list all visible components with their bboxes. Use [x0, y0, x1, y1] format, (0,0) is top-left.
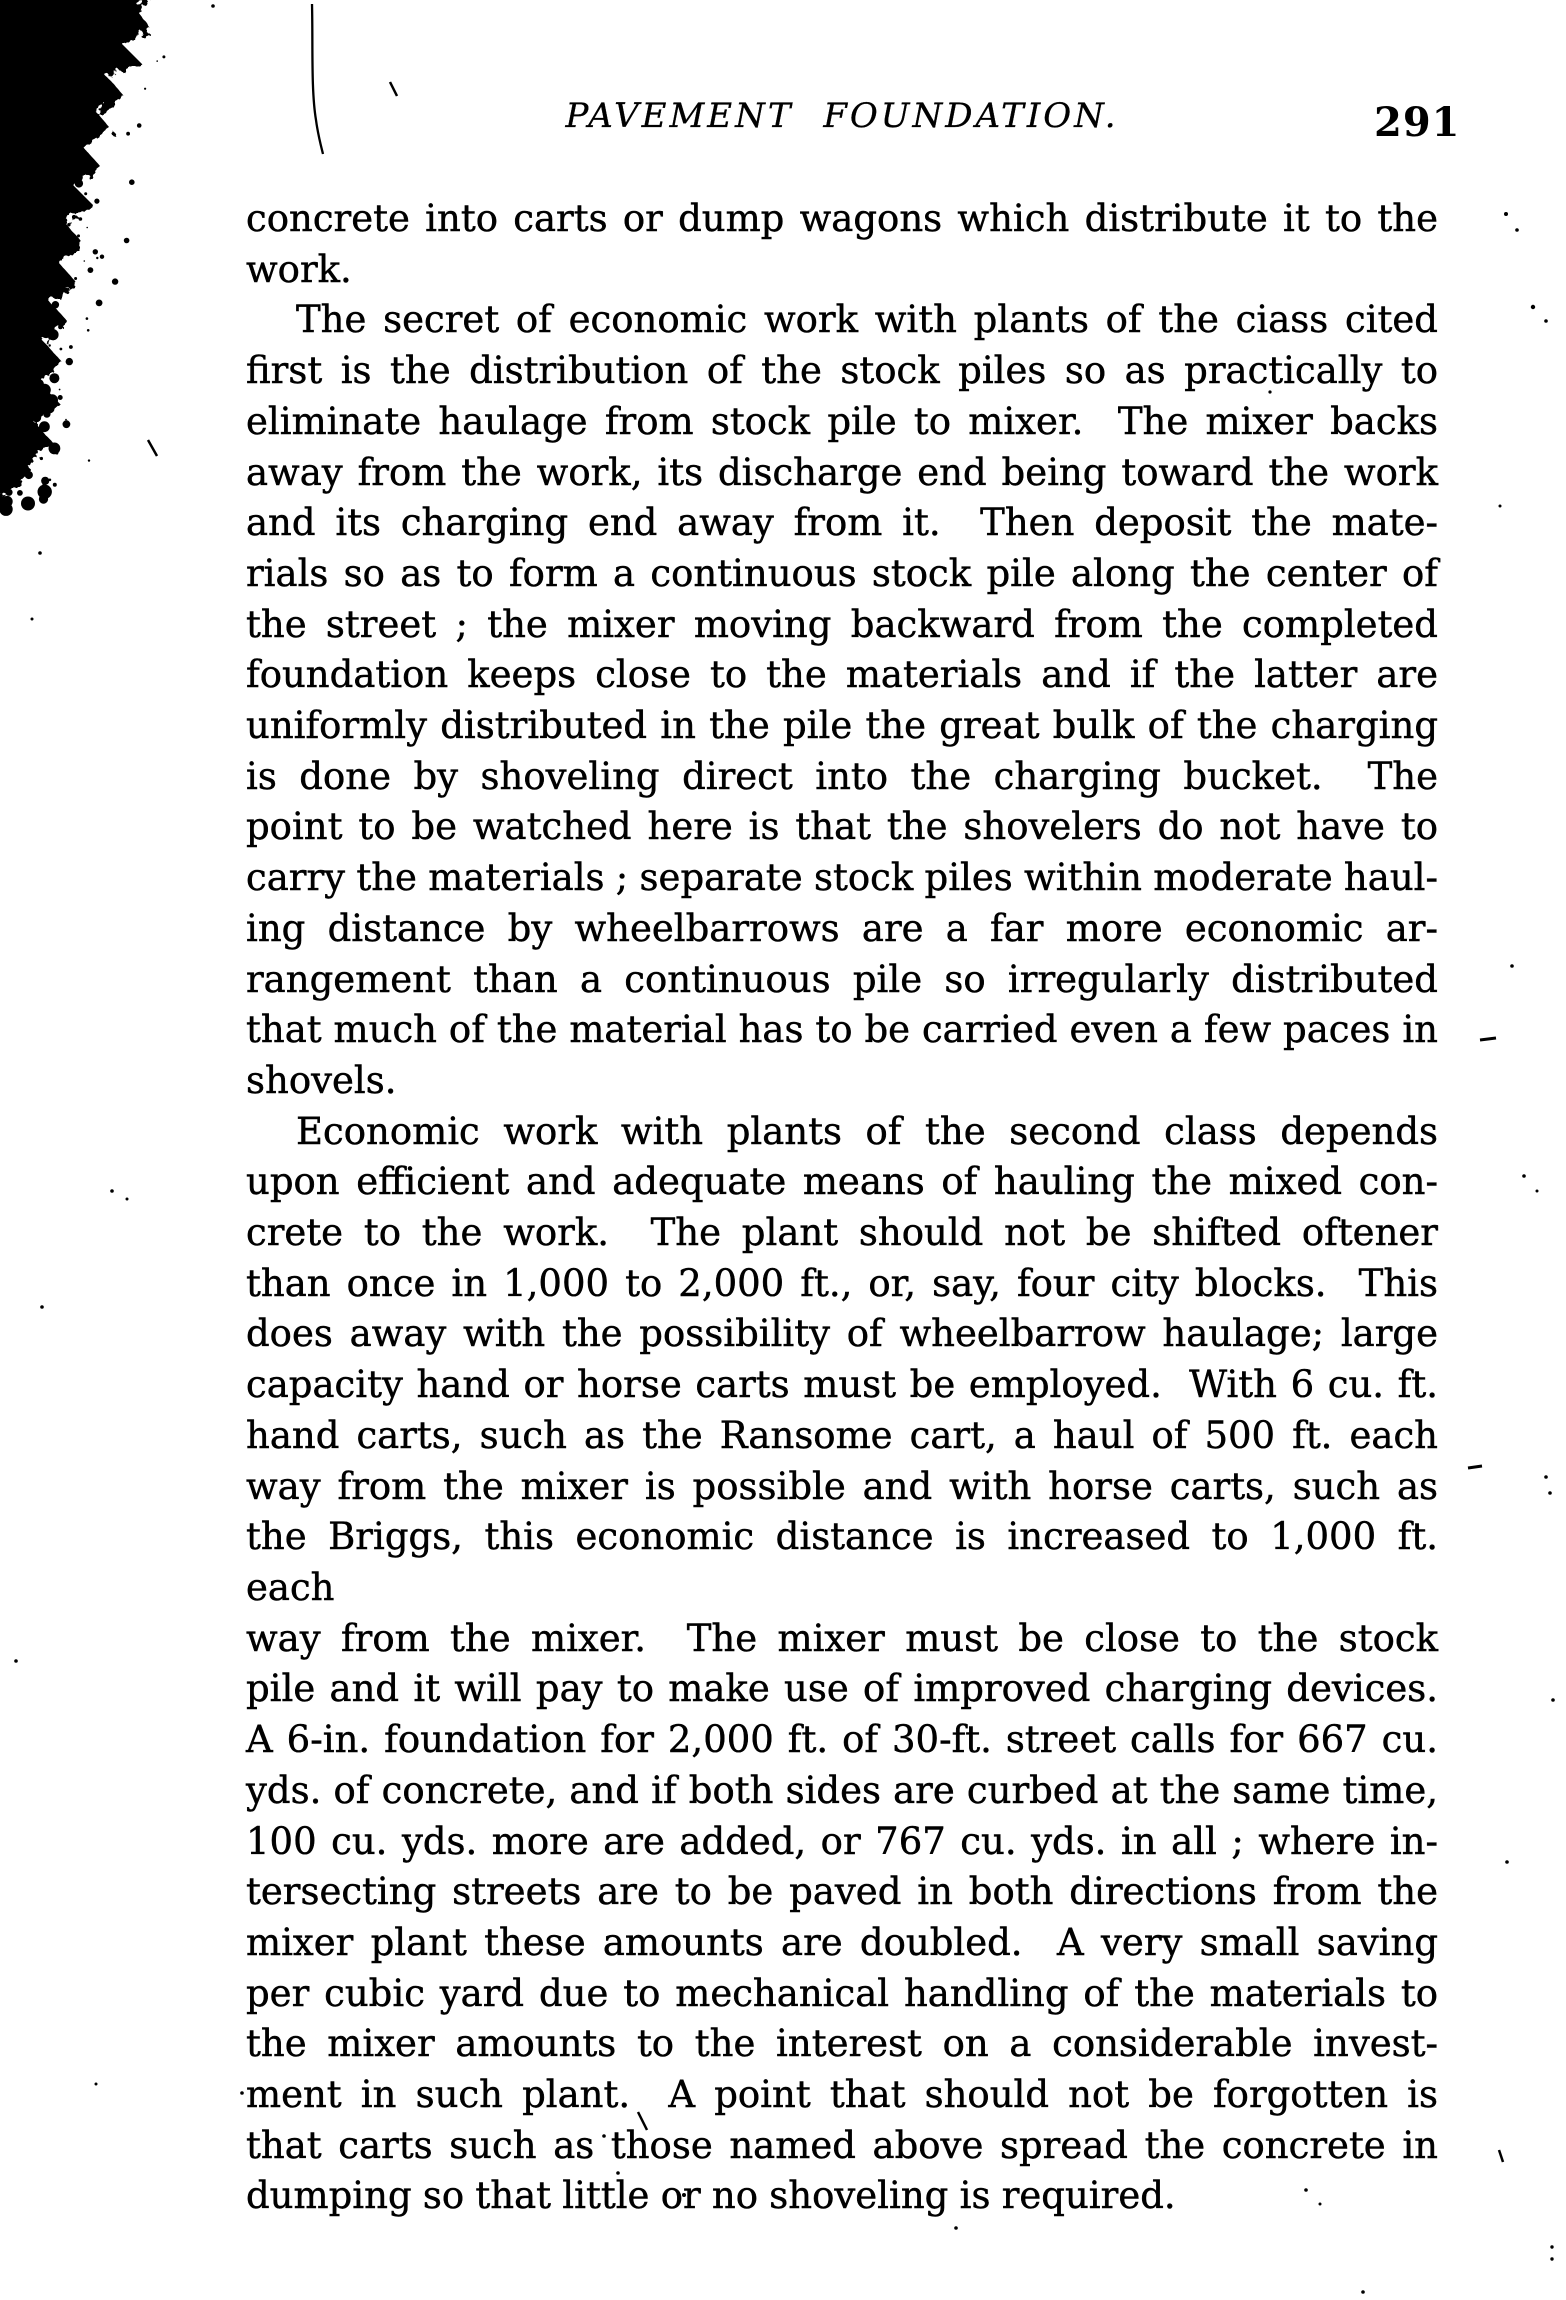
body-line: is done by shoveling direct into the charging bucket. The [246, 754, 1438, 798]
body-line: that carts such as those named above spread the concrete in [246, 2123, 1438, 2167]
body-line: point to be watched here is that the shovelers do not have to [246, 805, 1438, 849]
body-line: 100 cu. yds. more are added, or 767 cu. yds. in all ; where in- [246, 1819, 1438, 1863]
body-line: crete to the work. The plant should not be shifted oftener [246, 1211, 1438, 1255]
body-line: hand carts, such as the Ransome cart, a haul of 500 ft. each [246, 1413, 1438, 1457]
text-block [246, 194, 1438, 2222]
body-line: than once in 1,000 to 2,000 ft., or, say, four city blocks. This [246, 1261, 1438, 1305]
body-line: away from the work, its discharge end being toward the work [246, 450, 1438, 494]
body-line: does away with the possibility of wheelbarrow haulage; large [246, 1312, 1438, 1356]
body-line: uniformly distributed in the pile the great bulk of the charging [246, 704, 1438, 748]
body-line: concrete into carts or dump wagons which distribute it to the [246, 197, 1438, 240]
body-line: the street ; the mixer moving backward from the completed [246, 602, 1438, 646]
body-line: dumping so that little or no shoveling is required. [246, 2174, 1176, 2218]
body-line: A 6-in. foundation for 2,000 ft. of 30-ft. street calls for 667 cu. [246, 1718, 1438, 1762]
body-line: foundation keeps close to the materials and if the latter are [246, 653, 1438, 697]
body-line: the mixer amounts to the interest on a considerable invest- [246, 2022, 1438, 2066]
body-line: that much of the material has to be carried even a few paces in [246, 1008, 1438, 1052]
body-line: the Briggs, this economic distance is increased to 1,000 ft. each [246, 1515, 1438, 1609]
running-head-title: PAVEMENT FOUNDATION. [565, 96, 1119, 136]
body-line: and its charging end away from it. Then deposit the mate- [246, 501, 1438, 545]
body-line: shovels. [246, 1058, 397, 1102]
body-line: first is the distribution of the stock piles so as practically to [246, 349, 1438, 393]
body-line: way from the mixer. The mixer must be close to the stock [246, 1616, 1438, 1660]
body-line: carry the materials ; separate stock piles within moderate haul- [246, 856, 1438, 900]
body-line: work. [246, 247, 352, 291]
body-line: Economic work with plants of the second class depends [296, 1109, 1438, 1153]
body-line: rials so as to form a continuous stock pile along the center of [246, 551, 1438, 595]
ink-stain-icon [0, 0, 165, 516]
body-line: capacity hand or horse carts must be employed. With 6 cu. ft. [246, 1363, 1438, 1407]
body-line: per cubic yard due to mechanical handling of the materials to [246, 1971, 1438, 2015]
body-line: ing distance by wheelbarrows are a far more economic ar- [246, 906, 1438, 950]
page-number: 291 [1374, 99, 1461, 146]
body-line: The secret of economic work with plants of the ciass cited [296, 298, 1438, 342]
body-line: ment in such plant. A point that should not be forgotten is [246, 2073, 1438, 2117]
body-line: mixer plant these amounts are doubled. A very small saving [246, 1920, 1438, 1964]
body-line: tersecting streets are to be paved in both directions from the [246, 1870, 1438, 1914]
body-line: eliminate haulage from stock pile to mixer. The mixer backs [246, 399, 1438, 443]
body-line: yds. of concrete, and if both sides are curbed at the same time, [246, 1768, 1438, 1812]
body-line: pile and it will pay to make use of improved charging devices. [246, 1667, 1438, 1711]
body-line: upon efficient and adequate means of hauling the mixed con- [246, 1160, 1438, 1204]
body-line: rangement than a continuous pile so irregularly distributed [246, 957, 1438, 1001]
body-line: way from the mixer is possible and with horse carts, such as [246, 1464, 1438, 1508]
